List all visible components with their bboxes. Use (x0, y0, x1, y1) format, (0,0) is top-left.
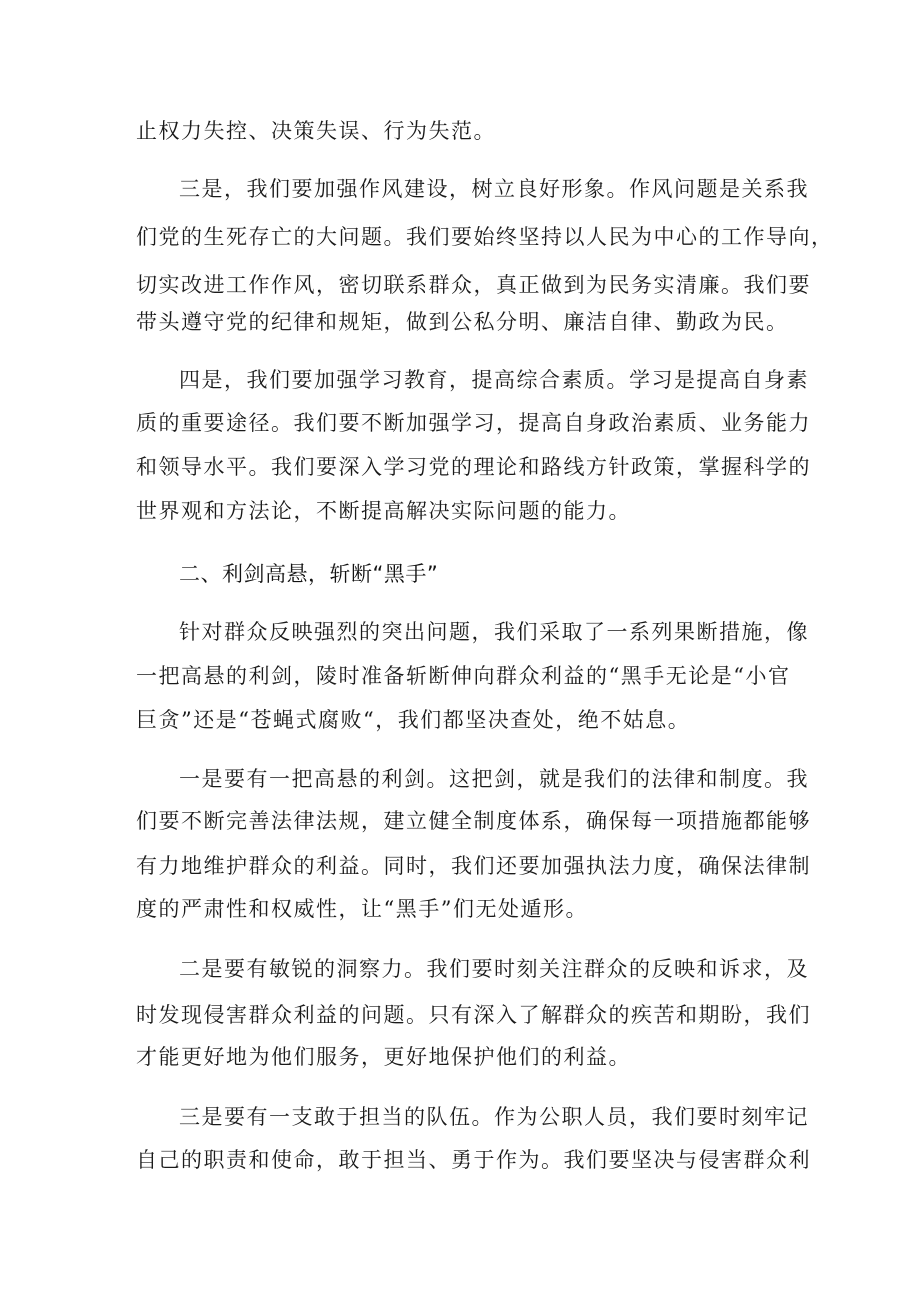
paragraph-line: 止权力失控、决策失误、行为失范。 (136, 119, 496, 143)
paragraph-line: 们要不断完善法律法规，建立健全制度体系，确保每一项措施都能够 (136, 809, 811, 833)
paragraph-line: 二是要有敏锐的洞察力。我们要时刻关注群众的反映和诉求，及 (179, 957, 809, 981)
paragraph-line: 三是要有一支敢于担当的队伍。作为公职人员，我们要时刻牢记 (179, 1105, 809, 1129)
paragraph-line: 度的严肃性和权威性，让“黑手”们无处遁形。 (136, 897, 588, 921)
paragraph-line: 四是，我们要加强学习教育，提高综合素质。学习是提高自身素 (179, 368, 809, 392)
paragraph-line: 带头遵守党的纪律和规矩，做到公私分明、廉洁自律、勤政为民。 (136, 310, 789, 334)
paragraph-line: 切实改进工作作风，密切联系群众，真正做到为民务实清廉。我们要 (136, 273, 811, 297)
paragraph-line: 三是，我们要加强作风建设，树立良好形象。作风问题是关系我 (179, 177, 809, 201)
paragraph-line: 针对群众反映强烈的突出问题，我们采取了一系列果断措施，像 (179, 620, 809, 644)
paragraph-line: 才能更好地为他们服务，更好地保护他们的利益。 (136, 1045, 631, 1069)
section-heading: 二、利剑高悬，斩断“黑手” (179, 562, 439, 586)
paragraph-line: 时发现侵害群众利益的问题。只有深入了解群众的疾苦和期盼，我们 (136, 1003, 811, 1027)
paragraph-line: 巨贪”还是“苍蝇式腐败“，我们都坚决查处，绝不姑息。 (136, 708, 691, 732)
paragraph-line: 一是要有一把高悬的利剑。这把剑，就是我们的法律和制度。我 (179, 767, 809, 791)
paragraph-line: 质的重要途径。我们要不断加强学习，提高自身政治素质、业务能力 (136, 411, 811, 435)
paragraph-line: 有力地维护群众的利益。同时，我们还要加强执法力度，确保法律制 (136, 854, 811, 878)
paragraph-line: 和领导水平。我们要深入学习党的理论和路线方针政策，掌握科学的 (136, 455, 811, 479)
paragraph-line: 世界观和方法论，不断提高解决实际问题的能力。 (136, 499, 631, 523)
paragraph-line: 们党的生死存亡的大问题。我们要始终坚持以人民为中心的工作导向， (136, 225, 834, 249)
paragraph-line: 自己的职责和使命，敢于担当、勇于作为。我们要坚决与侵害群众利 (136, 1148, 811, 1172)
paragraph-line: 一把高悬的利剑，陵时准备斩断伸向群众利益的“黑手无论是“小官 (136, 664, 791, 688)
